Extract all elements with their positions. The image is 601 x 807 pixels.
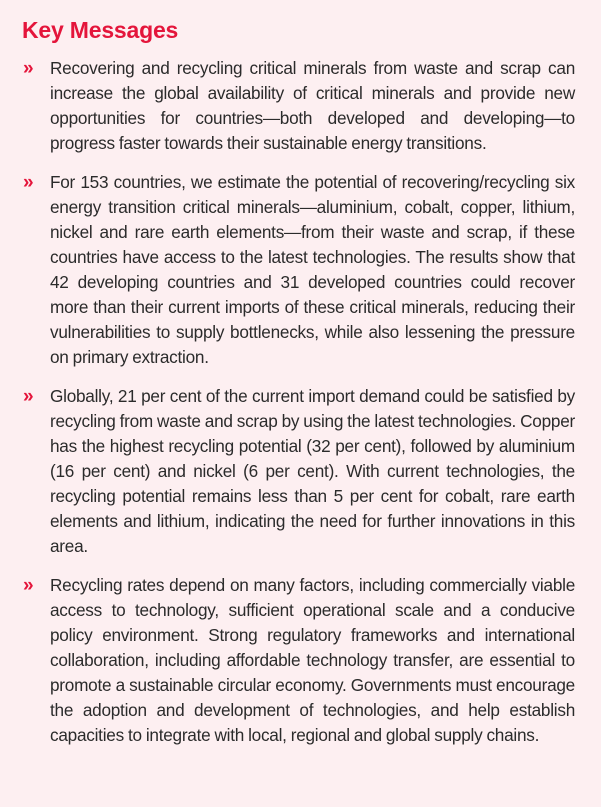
bullet-chevron-icon: » — [23, 58, 34, 79]
bullet-chevron-icon: » — [23, 386, 34, 407]
list-item — [22, 170, 575, 370]
message-text: Globally, 21 per cent of the current import demand could be satisfied by recycling from waste and scrap by using the latest technologies. Copper has the highest recycling potential (32 per cent), followed by aluminium (16 per cent) and nickel (6 per cent). With current technologies, the recycling potential remains less than 5 per cent for cobalt, rare earth elements and lithium, indicating the need for further innovations in this area. — [50, 386, 575, 556]
list-item — [22, 56, 575, 156]
message-text: Recycling rates depend on many factors, including commercially viable access to technology, sufficient operational scale and a conducive policy environment. Strong regulatory frameworks and international collaboration, including affordable technology transfer, are essential to promote a sustainable circular economy. Governments must encourage the adoption and development of technologies, and help establish capacities to integrate with local, regional and global supply chains. — [50, 575, 575, 745]
key-messages-list — [22, 56, 575, 748]
bullet-chevron-icon: » — [23, 575, 34, 596]
key-messages-title: Key Messages — [22, 17, 179, 43]
message-text: Recovering and recycling critical minerals from waste and scrap can increase the global availability of critical minerals and provide new opportunities for countries—both developed and developing—to progress faster towards their sustainable energy transitions. — [50, 58, 575, 153]
message-text: For 153 countries, we estimate the potential of recovering/recycling six energy transition critical minerals—aluminium, cobalt, copper, lithium, nickel and rare earth elements—from their waste and scrap, if these countries have access to the latest technologies. The results show that 42 developing countries and 31 developed countries could recover more than their current imports of these critical minerals, reducing their vulnerabilities to supply bottlenecks, while also lessening the pressure on primary extraction. — [50, 172, 575, 367]
list-item — [22, 573, 575, 748]
bullet-chevron-icon: » — [23, 172, 34, 193]
list-item — [22, 384, 575, 559]
